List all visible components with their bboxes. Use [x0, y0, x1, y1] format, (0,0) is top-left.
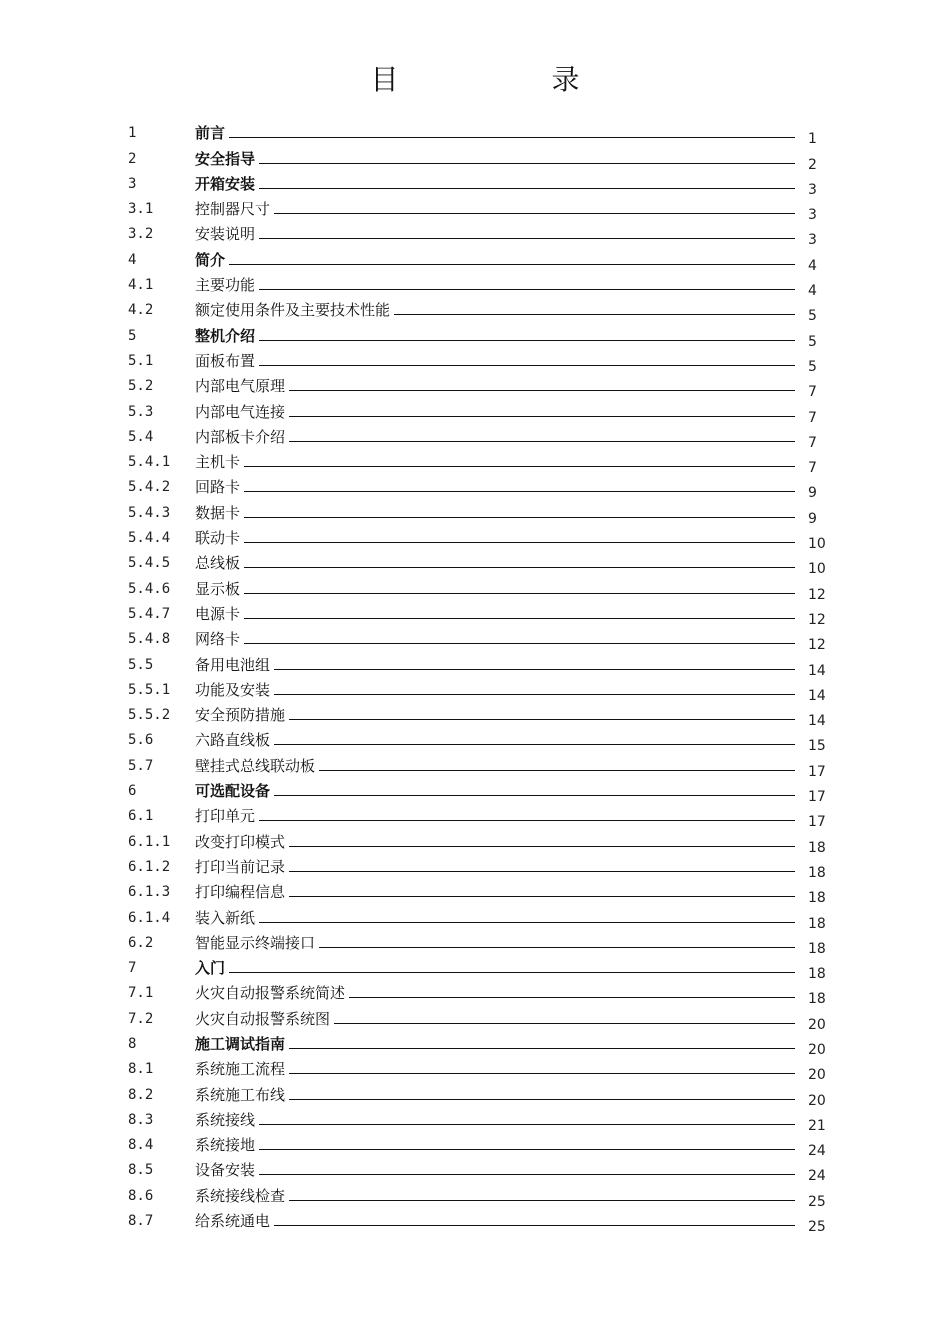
toc-entry-title: 内部电气原理	[195, 377, 286, 396]
toc-entry-page: 14	[808, 713, 826, 730]
toc-leader-line	[244, 466, 795, 467]
toc-entry-title: 系统施工布线	[195, 1085, 286, 1104]
toc-leader-line	[259, 340, 795, 341]
toc-entry-page: 7	[808, 409, 817, 426]
toc-entry-title: 改变打印模式	[195, 832, 286, 851]
toc-leader-line	[244, 567, 795, 568]
toc-entry[interactable]	[128, 677, 828, 702]
toc-leader-line	[274, 795, 795, 796]
toc-entry-title: 内部板卡介绍	[195, 427, 286, 446]
toc-entry-page: 10	[808, 536, 826, 553]
toc-entry-title: 开箱安装	[195, 174, 256, 193]
toc-entry-number: 4.1	[128, 277, 154, 294]
toc-entry-number: 5.4.8	[128, 631, 171, 648]
toc-entry-page: 25	[808, 1193, 826, 1210]
toc-leader-line	[259, 188, 795, 189]
toc-entry-page: 1	[808, 131, 817, 148]
toc-entry[interactable]	[128, 980, 828, 1008]
toc-entry[interactable]	[128, 424, 828, 449]
toc-entry-number: 6.1.1	[128, 833, 171, 850]
toc-leader-line	[244, 542, 795, 543]
toc-leader-line	[259, 1149, 795, 1150]
toc-entry-title: 整机介绍	[195, 326, 256, 345]
toc-entry-page: 25	[808, 1219, 826, 1236]
toc-leader-line	[244, 643, 795, 644]
toc-entry-title: 控制器尺寸	[195, 200, 271, 219]
toc-entry-number: 5.4.6	[128, 580, 171, 597]
toc-entry-title: 设备安装	[195, 1161, 256, 1180]
toc-entry-title: 打印单元	[195, 807, 256, 826]
toc-entry-title: 电源卡	[195, 604, 241, 623]
toc-leader-line	[259, 820, 795, 821]
toc-entry-title: 安装说明	[195, 225, 256, 244]
toc-entry-title: 前言	[195, 124, 226, 143]
toc-entry-number: 6.1.2	[128, 858, 171, 875]
toc-entry-page: 20	[808, 1067, 826, 1084]
toc-entry-page: 7	[808, 434, 817, 451]
toc-leader-line	[274, 694, 795, 695]
toc-entry-page: 21	[808, 1117, 826, 1134]
toc-entry[interactable]	[128, 1182, 828, 1210]
toc-entry-title: 额定使用条件及主要技术性能	[195, 301, 391, 320]
toc-entry-page: 17	[808, 789, 826, 806]
toc-leader-line	[244, 593, 795, 594]
toc-entry-number: 6.1.3	[128, 884, 171, 901]
toc-entry-title: 安全预防措施	[195, 706, 286, 725]
toc-entry-number: 5.5.2	[128, 707, 171, 724]
toc-entry[interactable]	[128, 171, 828, 196]
toc-entry-title: 系统施工流程	[195, 1060, 286, 1079]
toc-entry-page: 14	[808, 662, 826, 679]
toc-entry-number: 8	[128, 1035, 137, 1052]
toc-entry-page: 20	[808, 1092, 826, 1109]
toc-entry-number: 3.2	[128, 226, 154, 243]
toc-entry-page: 12	[808, 611, 826, 628]
toc-entry-title: 装入新纸	[195, 908, 256, 927]
toc-entry-number: 8.4	[128, 1137, 154, 1154]
toc-entry-page: 18	[808, 991, 826, 1008]
toc-entry-page: 17	[808, 814, 826, 831]
toc-entry-page: 17	[808, 763, 826, 780]
toc-entry-number: 8.2	[128, 1086, 154, 1103]
toc-leader-line	[289, 871, 795, 872]
toc-entry-number: 8.3	[128, 1111, 154, 1128]
toc-entry[interactable]	[128, 626, 828, 654]
toc-entry-page: 18	[808, 864, 826, 881]
toc-entry-number: 5.4.4	[128, 530, 171, 547]
toc-entry-page: 4	[808, 257, 817, 274]
toc-leader-line	[319, 770, 795, 771]
toc-leader-line	[289, 1200, 795, 1201]
toc-entry-title: 主机卡	[195, 453, 241, 472]
toc-entry-page: 18	[808, 839, 826, 856]
toc-entry-number: 4	[128, 251, 137, 268]
toc-entry-page: 18	[808, 966, 826, 983]
toc-entry-page: 24	[808, 1143, 826, 1160]
toc-leader-line	[229, 972, 795, 973]
toc-leader-line	[244, 491, 795, 492]
toc-entry[interactable]	[128, 272, 828, 300]
toc-entry-title: 打印当前记录	[195, 857, 286, 876]
toc-entry-number: 7.1	[128, 985, 154, 1002]
toc-leader-line	[259, 365, 795, 366]
toc-entry[interactable]	[128, 1208, 828, 1236]
toc-entry[interactable]	[128, 601, 828, 626]
toc-entry-title: 给系统通电	[195, 1212, 271, 1231]
toc-entry-page: 2	[808, 156, 817, 173]
toc-entry-title: 智能显示终端接口	[195, 933, 316, 952]
toc-leader-line	[319, 947, 795, 948]
toc-entry[interactable]	[128, 803, 828, 831]
toc-entry-title: 壁挂式总线联动板	[195, 756, 316, 775]
toc-entry[interactable]	[128, 778, 828, 806]
toc-entry-title: 打印编程信息	[195, 883, 286, 902]
toc-entry[interactable]	[128, 474, 828, 502]
toc-entry[interactable]	[128, 1132, 828, 1160]
toc-entry-number: 3.1	[128, 201, 154, 218]
toc-entry-page: 9	[808, 510, 817, 527]
toc-entry-number: 8.1	[128, 1061, 154, 1078]
toc-entry-page: 18	[808, 915, 826, 932]
toc-entry-page: 24	[808, 1168, 826, 1185]
toc-entry-number: 5.4.1	[128, 454, 171, 471]
toc-entry-title: 面板布置	[195, 351, 256, 370]
toc-entry-number: 6	[128, 783, 137, 800]
toc-entry-title: 施工调试指南	[195, 1034, 286, 1053]
toc-entry[interactable]	[128, 1031, 828, 1056]
toc-entry-title: 回路卡	[195, 478, 241, 497]
toc-entry-title: 六路直线板	[195, 731, 271, 750]
toc-entry[interactable]	[128, 879, 828, 907]
toc-entry[interactable]	[128, 727, 828, 755]
toc-entry-number: 5.4.3	[128, 504, 171, 521]
toc-entry-page: 5	[808, 358, 817, 375]
toc-entry-page: 3	[808, 232, 817, 249]
toc-entry-title: 网络卡	[195, 630, 241, 649]
toc-entry-number: 5.4.2	[128, 479, 171, 496]
toc-entry-title: 简介	[195, 250, 226, 269]
toc-entry-page: 20	[808, 1016, 826, 1033]
toc-leader-line	[229, 137, 795, 138]
toc-entry-number: 5.2	[128, 378, 154, 395]
toc-entry-number: 1	[128, 125, 137, 142]
toc-entry-title: 数据卡	[195, 503, 241, 522]
toc-entry-page: 18	[808, 940, 826, 957]
toc-entry-page: 15	[808, 738, 826, 755]
toc-entry-number: 5.3	[128, 403, 154, 420]
toc-entry-title: 总线板	[195, 554, 241, 573]
table-of-contents	[128, 120, 828, 1236]
toc-leader-line	[334, 1023, 795, 1024]
toc-entry-title: 火灾自动报警系统简述	[195, 984, 346, 1003]
toc-leader-line	[349, 997, 795, 998]
toc-entry-number: 6.1.4	[128, 909, 171, 926]
toc-entry-number: 8.7	[128, 1213, 154, 1230]
toc-leader-line	[289, 846, 795, 847]
toc-leader-line	[259, 1174, 795, 1175]
toc-entry-page: 7	[808, 460, 817, 477]
toc-entry[interactable]	[128, 550, 828, 578]
toc-leader-line	[289, 1073, 795, 1074]
toc-entry[interactable]	[128, 322, 828, 350]
toc-leader-line	[289, 416, 795, 417]
toc-entry[interactable]	[128, 120, 828, 148]
toc-leader-line	[274, 744, 795, 745]
toc-entry-title: 系统接地	[195, 1136, 256, 1155]
toc-entry-number: 4.2	[128, 302, 154, 319]
toc-entry-title: 系统接线检查	[195, 1186, 286, 1205]
toc-leader-line	[274, 669, 795, 670]
toc-leader-line	[289, 441, 795, 442]
toc-entry-page: 14	[808, 687, 826, 704]
toc-leader-line	[244, 517, 795, 518]
toc-entry-number: 7.2	[128, 1010, 154, 1027]
toc-entry-title: 内部电气连接	[195, 402, 286, 421]
toc-leader-line	[394, 314, 795, 315]
toc-entry[interactable]	[128, 373, 828, 401]
toc-entry-number: 7	[128, 960, 137, 977]
toc-entry-title: 系统接线	[195, 1110, 256, 1129]
toc-entry-number: 5.4.7	[128, 605, 171, 622]
toc-entry-page: 5	[808, 308, 817, 325]
toc-leader-line	[259, 922, 795, 923]
toc-leader-line	[259, 238, 795, 239]
toc-leader-line	[259, 163, 795, 164]
toc-leader-line	[289, 719, 795, 720]
toc-entry[interactable]	[128, 297, 828, 325]
toc-entry-number: 6.1	[128, 808, 154, 825]
toc-entry-number: 5.4.5	[128, 555, 171, 572]
toc-entry-title: 联动卡	[195, 529, 241, 548]
toc-entry-page: 4	[808, 283, 817, 300]
toc-entry-page: 7	[808, 384, 817, 401]
toc-entry-title: 安全指导	[195, 149, 256, 168]
toc-entry-title: 主要功能	[195, 276, 256, 295]
toc-entry[interactable]	[128, 651, 828, 679]
toc-entry-title: 备用电池组	[195, 655, 271, 674]
toc-entry-page: 12	[808, 586, 826, 603]
toc-entry-title: 火灾自动报警系统图	[195, 1009, 331, 1028]
toc-entry[interactable]	[128, 752, 828, 780]
toc-entry-title: 显示板	[195, 579, 241, 598]
toc-entry-number: 3	[128, 175, 137, 192]
toc-entry-number: 5.4	[128, 428, 154, 445]
toc-entry[interactable]	[128, 221, 828, 249]
toc-entry-page: 3	[808, 207, 817, 224]
toc-entry-number: 2	[128, 150, 137, 167]
toc-entry-page: 3	[808, 181, 817, 198]
toc-entry-page: 20	[808, 1041, 826, 1058]
toc-entry[interactable]	[128, 398, 828, 426]
toc-entry-number: 8.5	[128, 1162, 154, 1179]
toc-entry[interactable]	[128, 930, 828, 955]
toc-entry[interactable]	[128, 196, 828, 224]
toc-entry[interactable]	[128, 854, 828, 879]
toc-leader-line	[289, 390, 795, 391]
toc-entry-page: 18	[808, 890, 826, 907]
toc-entry-number: 6.2	[128, 934, 154, 951]
toc-entry[interactable]	[128, 499, 828, 527]
page-title: 目 录	[370, 63, 652, 96]
toc-entry-page: 5	[808, 333, 817, 350]
toc-entry-number: 5	[128, 327, 137, 344]
toc-entry[interactable]	[128, 525, 828, 553]
toc-leader-line	[289, 896, 795, 897]
toc-entry[interactable]	[128, 348, 828, 373]
toc-leader-line	[289, 1099, 795, 1100]
toc-entry[interactable]	[128, 449, 828, 477]
toc-entry[interactable]	[128, 1107, 828, 1132]
toc-entry-number: 8.6	[128, 1187, 154, 1204]
toc-entry-page: 9	[808, 485, 817, 502]
toc-entry[interactable]	[128, 1056, 828, 1084]
toc-entry[interactable]	[128, 1081, 828, 1109]
toc-entry-number: 5.7	[128, 757, 154, 774]
toc-leader-line	[229, 264, 795, 265]
toc-leader-line	[244, 618, 795, 619]
toc-entry-page: 10	[808, 561, 826, 578]
toc-entry[interactable]	[128, 575, 828, 603]
toc-entry-number: 5.5.1	[128, 681, 171, 698]
toc-entry-title: 可选配设备	[195, 782, 271, 801]
toc-entry-title: 入门	[195, 959, 226, 978]
toc-entry[interactable]	[128, 1157, 828, 1185]
toc-entry[interactable]	[128, 1005, 828, 1033]
toc-entry[interactable]	[128, 702, 828, 730]
toc-entry[interactable]	[128, 246, 828, 274]
toc-entry-number: 5.6	[128, 732, 154, 749]
toc-leader-line	[289, 1048, 795, 1049]
toc-entry[interactable]	[128, 904, 828, 932]
toc-entry[interactable]	[128, 828, 828, 856]
toc-entry-number: 5.1	[128, 352, 154, 369]
toc-entry-number: 5.5	[128, 656, 154, 673]
toc-entry-title: 功能及安装	[195, 680, 271, 699]
toc-leader-line	[259, 1124, 795, 1125]
toc-entry[interactable]	[128, 145, 828, 173]
toc-entry[interactable]	[128, 955, 828, 983]
toc-leader-line	[274, 1225, 795, 1226]
toc-leader-line	[274, 213, 795, 214]
toc-leader-line	[259, 289, 795, 290]
toc-entry-page: 12	[808, 637, 826, 654]
